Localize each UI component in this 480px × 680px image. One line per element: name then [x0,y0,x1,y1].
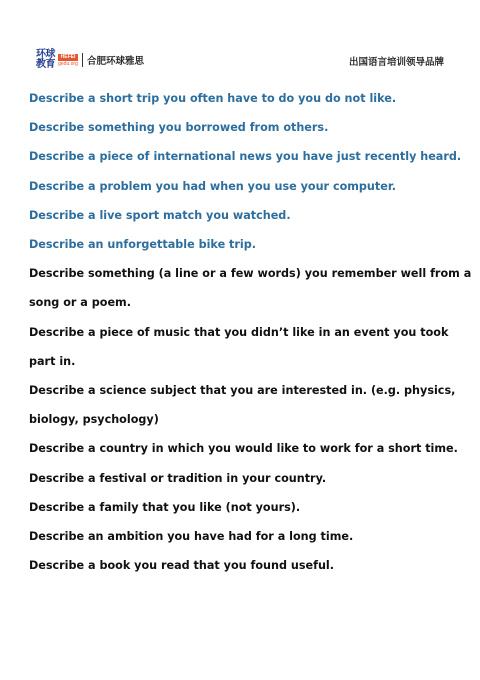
topic-line: Describe an unforgettable bike trip. [29,238,257,252]
topic-line: Describe a short trip you often have to do you do not like. [29,92,397,105]
topic-line: Describe a festival or tradition in your country. [29,471,327,485]
topic-line: Describe a science subject that you are interested in. (e.g. physics, [29,384,456,398]
topic-line: Describe an ambition you have had for a long time. [29,530,354,544]
topic-list [29,84,472,580]
topic-line: Describe a live sport match you watched. [29,208,291,222]
topic-line: biology, psychology) [29,413,159,427]
topic-line: Describe something (a line or a few words) you remember well from a [29,267,472,281]
header-slogan: 出国语言培训领导品牌 [348,57,444,68]
topic-line: song or a poem. [29,296,131,310]
topic-line: Describe something you borrowed from others. [29,121,329,135]
topic-line: Describe a piece of international news you have just recently heard. [29,150,462,164]
topic-line: part in. [29,354,76,368]
logo-badge-city: HEFEI [58,54,78,61]
logo-name: 合肥环球雅思 [87,56,145,67]
logo-divider [82,53,83,67]
topic-line: Describe a book you read that you found useful. [29,559,335,573]
page-header [36,50,448,70]
logo-badge [58,54,78,67]
topic-line: Describe a piece of music that you didn’t like in an event you took [29,325,449,339]
topic-line: Describe a family that you like (not yours). [29,500,301,514]
logo-badge-site: gedu.org [58,60,78,67]
logo [36,50,144,70]
topic-line: Describe a problem you had when you use your computer. [29,179,397,193]
logo-mark-text: 环球 教育 [36,49,55,70]
topic-line: Describe a country in which you would like to work for a short time. [29,442,458,456]
